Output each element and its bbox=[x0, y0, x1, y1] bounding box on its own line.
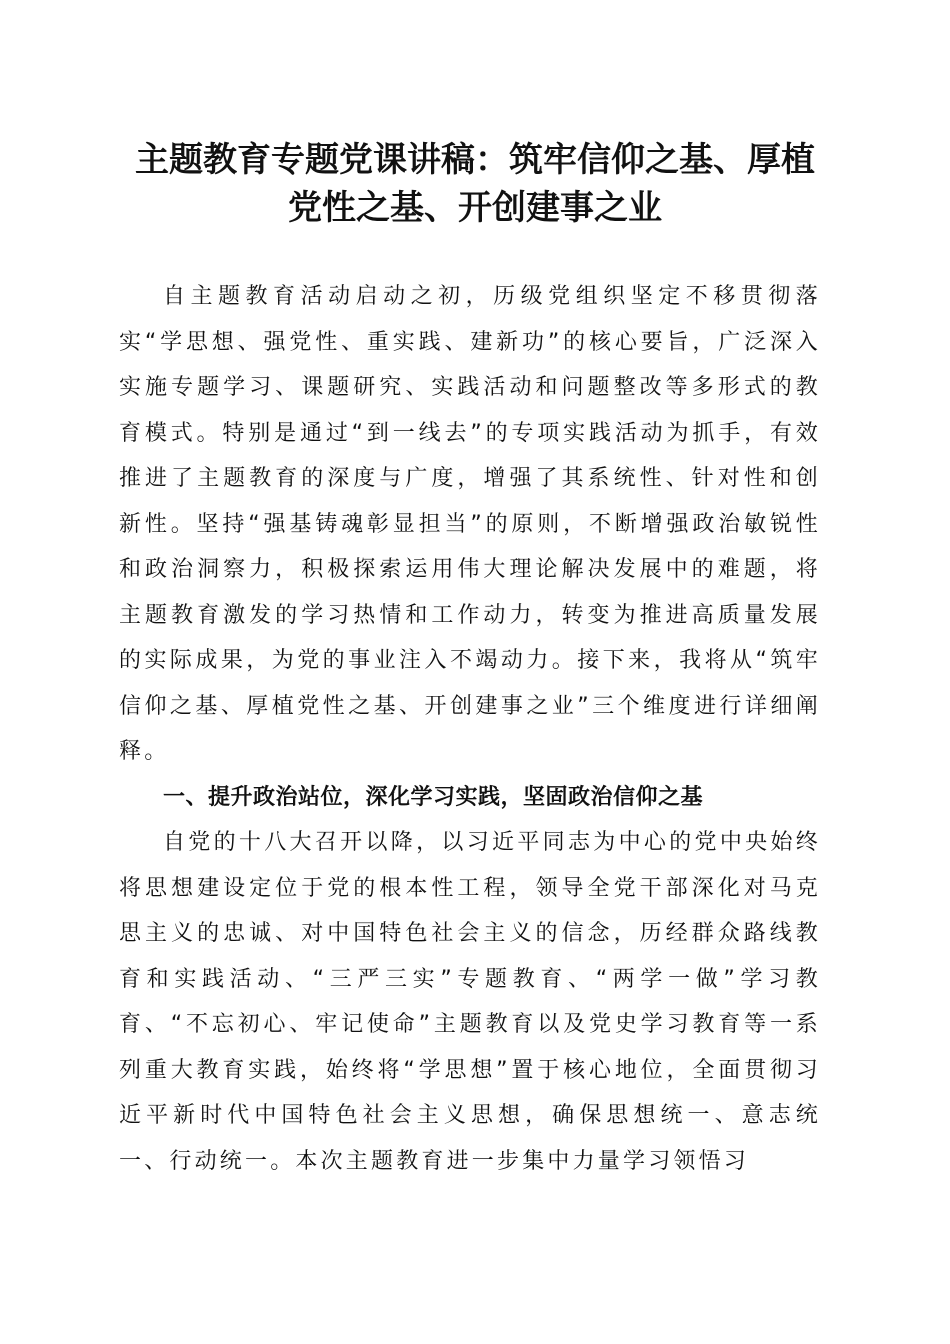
title-line-1: 主题教育专题党课讲稿：筑牢信仰之基、厚植 bbox=[135, 140, 815, 180]
title-line-2: 党性之基、开创建事之业 bbox=[288, 188, 662, 228]
intro-paragraph: 自主题教育活动启动之初，历级党组织坚定不移贯彻落实“学思想、强党性、重实践、建新功”的核心要旨，广泛深入实施专题学习、课题研究、实践活动和问题整改等多形式的教育模式。特别是通过“到一线去”的专项实践活动为抓手，有效推进了主题教育的深度与广度，增强了其系统性、针对性和创新性。坚持“强基铸魂彰显担当”的原则，不断增强政治敏锐性和政治洞察力，积极探索运用伟大理论解决发展中的难题，将主题教育激发的学习热情和工作动力，转变为推进高质量发展的实际成果，为党的事业注入不竭动力。接下来，我将从“筑牢信仰之基、厚植党性之基、开创建事之业”三个维度进行详细阐释。 bbox=[119, 284, 821, 764]
section-heading-1: 一、提升政治站位，深化学习实践，坚固政治信仰之基 bbox=[163, 784, 704, 810]
document-title bbox=[110, 136, 840, 232]
document-body bbox=[119, 274, 821, 1184]
section-1-paragraph: 自党的十八大召开以降，以习近平同志为中心的党中央始终将思想建设定位于党的根本性工程，领导全党干部深化对马克思主义的忠诚、对中国特色社会主义的信念，历经群众路线教育和实践活动、“三严三实”专题教育、“两学一做”学习教育、“不忘初心、牢记使命”主题教育以及党史学习教育等一系列重大教育实践，始终将“学思想”置于核心地位，全面贯彻习近平新时代中国特色社会主义思想，确保思想统一、意志统一、行动统一。本次主题教育进一步集中力量学习领悟习 bbox=[119, 830, 821, 1174]
